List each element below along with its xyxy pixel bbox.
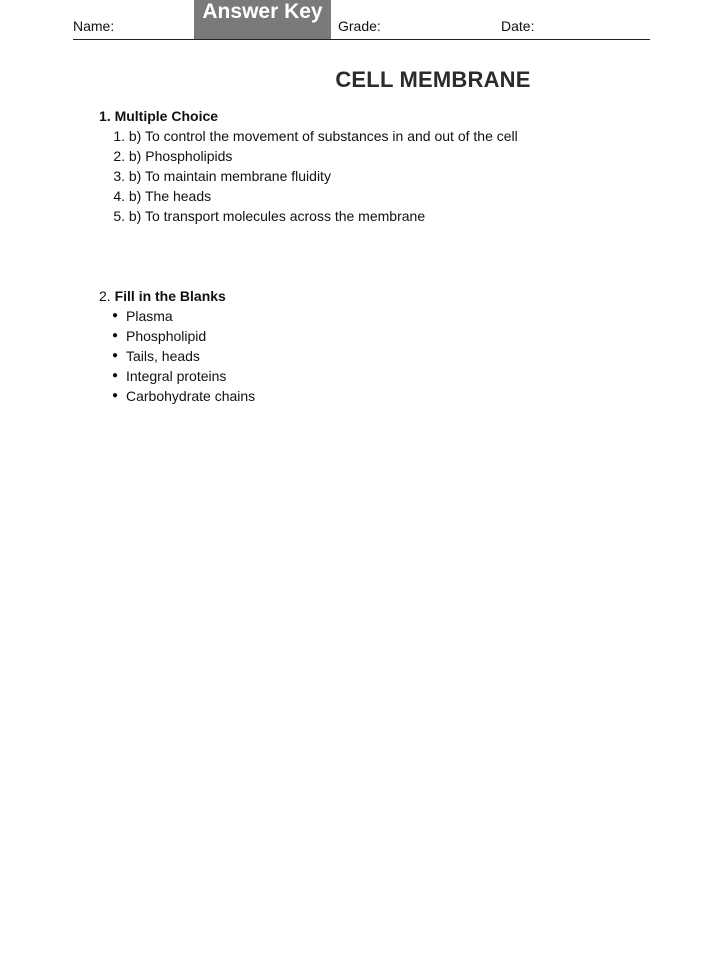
section-title: Multiple Choice — [114, 108, 219, 124]
section-multiple-choice-heading — [99, 107, 218, 125]
multiple-choice-answer-list — [99, 126, 518, 226]
answer-key-banner — [194, 0, 331, 39]
list-item — [112, 346, 255, 366]
bullet-icon: ● — [112, 390, 119, 401]
answer-text: Integral proteins — [126, 368, 227, 384]
answer-text: b) The heads — [128, 188, 212, 204]
section-fill-in-blanks-heading — [99, 287, 226, 305]
answer-text: Phospholipid — [126, 328, 207, 344]
page-title: CELL MEMBRANE — [335, 67, 531, 92]
date-label: Date: — [501, 18, 535, 34]
list-item — [112, 306, 255, 326]
answer-key-label: Answer Key — [202, 0, 323, 23]
answer-text: b) Phospholipids — [128, 148, 233, 164]
answer-text: Tails, heads — [126, 348, 200, 364]
list-item — [99, 186, 518, 206]
answer-text: Plasma — [126, 308, 173, 324]
bullet-icon: ● — [112, 370, 119, 381]
section-title: Fill in the Blanks — [114, 288, 226, 304]
list-item — [99, 166, 518, 186]
section-number: 2. — [99, 288, 111, 304]
grade-label: Grade: — [338, 18, 381, 34]
answer-number: 4. — [113, 188, 125, 204]
list-item — [112, 386, 255, 406]
answer-text: Carbohydrate chains — [126, 388, 256, 404]
answer-number: 3. — [113, 168, 125, 184]
list-item — [99, 146, 518, 166]
list-item — [99, 126, 518, 146]
list-item — [112, 366, 255, 386]
list-item — [99, 206, 518, 226]
section-number: 1. — [99, 108, 111, 124]
answer-text: b) To control the movement of substances in and out of the cell — [128, 128, 518, 144]
worksheet-header — [73, 0, 650, 40]
bullet-icon: ● — [112, 310, 119, 321]
list-item — [112, 326, 255, 346]
fill-in-blanks-answer-list — [112, 306, 255, 406]
answer-number: 2. — [113, 148, 125, 164]
answer-number: 5. — [113, 208, 125, 224]
answer-number: 1. — [113, 128, 125, 144]
name-label: Name: — [73, 18, 115, 34]
answer-text: b) To transport molecules across the membrane — [128, 208, 426, 224]
bullet-icon: ● — [112, 330, 119, 341]
answer-text: b) To maintain membrane fluidity — [128, 168, 331, 184]
bullet-icon: ● — [112, 350, 119, 361]
